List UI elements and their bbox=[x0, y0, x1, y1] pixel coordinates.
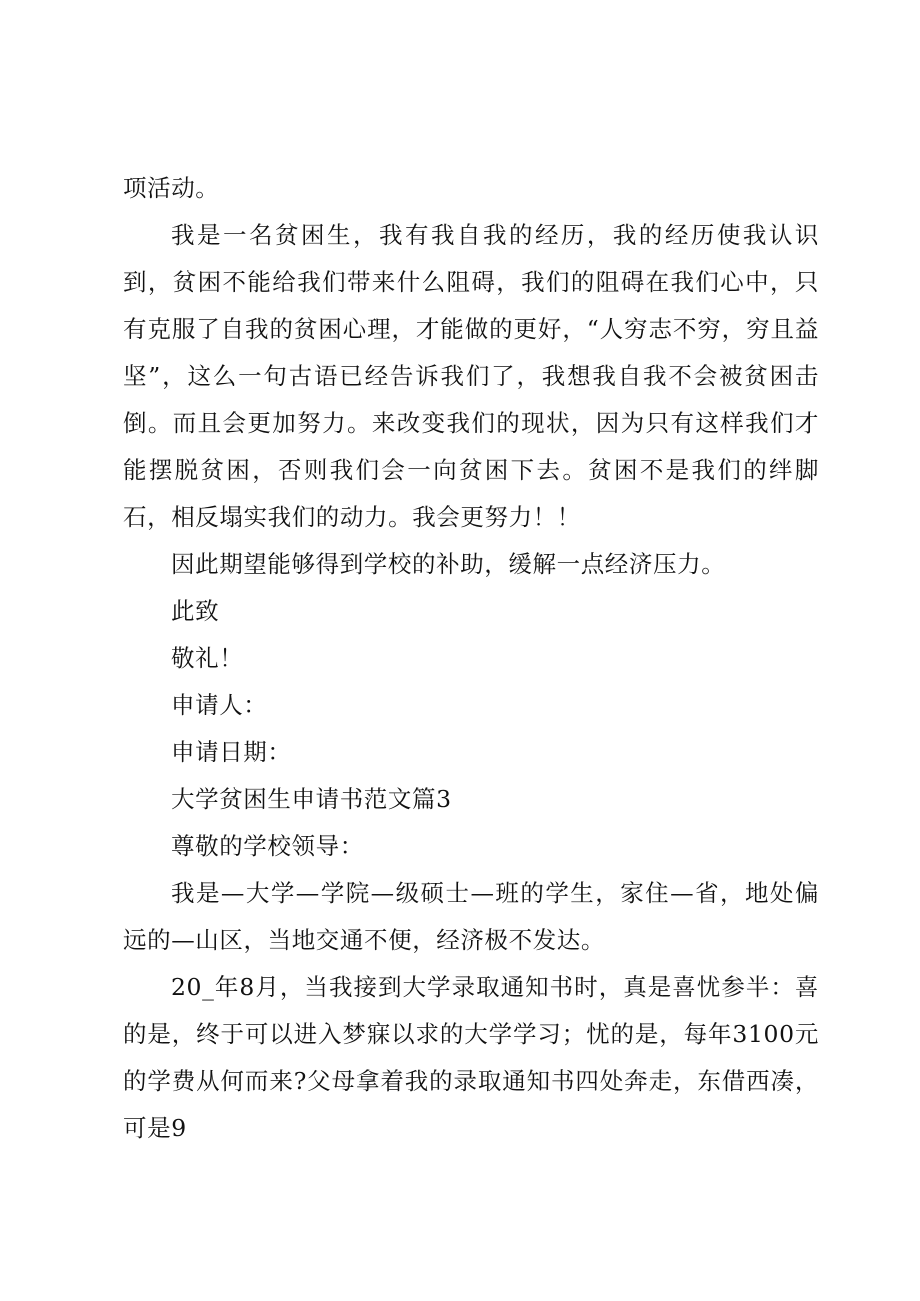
paragraph-introduction: 我是—大学—学院—级硕士—班的学生，家住—省，地处偏远的—山区，当地交通不便，经济极不发达。 bbox=[123, 879, 819, 954]
document-body bbox=[123, 165, 819, 1152]
closing-respect: 敬礼！ bbox=[171, 644, 244, 672]
paragraph-continuation: 项活动。 bbox=[123, 174, 220, 202]
paragraph-admission: 20_年8月，当我接到大学录取通知书时，真是喜忧参半：喜的是，终于可以进入梦寐以求的大学学习；忧的是，每年3100元的学费从何而来?父母拿着我的录取通知书四处奔走，东借西凑，可是9 bbox=[123, 973, 819, 1142]
section-title: 大学贫困生申请书范文篇3 bbox=[171, 785, 452, 813]
paragraph-request: 因此期望能够得到学校的补助，缓解一点经济压力。 bbox=[171, 550, 726, 578]
greeting-line: 尊敬的学校领导： bbox=[171, 832, 364, 860]
application-date-line: 申请日期： bbox=[171, 738, 292, 766]
applicant-line: 申请人： bbox=[171, 691, 268, 719]
paragraph-personal-experience: 我是一名贫困生，我有我自我的经历，我的经历使我认识到，贫困不能给我们带来什么阻碍，我们的阻碍在我们心中，只有克服了自我的贫困心理，才能做的更好，“人穷志不穷，穷且益坚”，这么一句古语已经告诉我们了，我想我自我不会被贫困击倒。而且会更加努力。来改变我们的现状，因为只有这样我们才能摆脱贫困，否则我们会一向贫困下去。贫困不是我们的绊脚石，相反塌实我们的动力。我会更努力！！ bbox=[123, 221, 819, 531]
closing-salutation: 此致 bbox=[171, 597, 220, 625]
